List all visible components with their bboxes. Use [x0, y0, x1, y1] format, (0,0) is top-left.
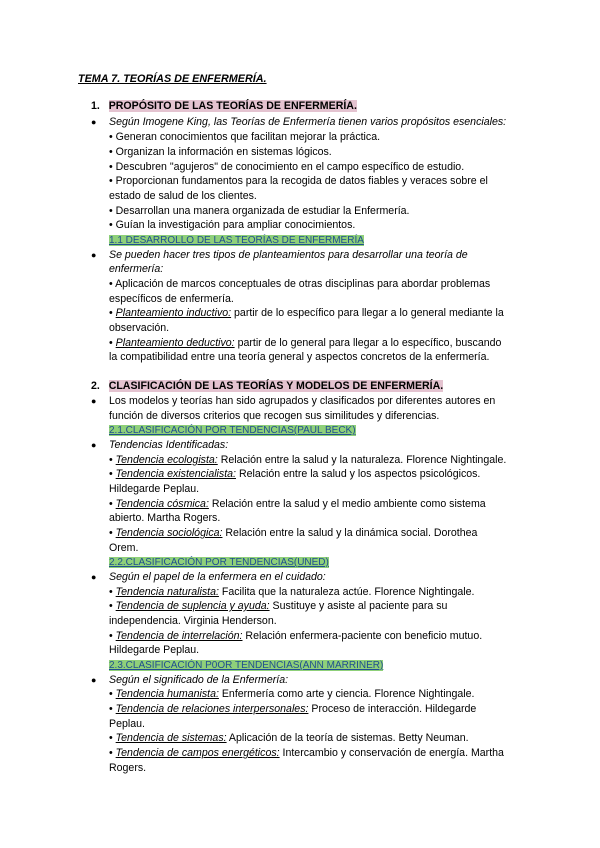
- s2-t2-text: Relación entre la salud y los aspectos psicológicos.: [236, 468, 481, 480]
- s2-subheading-3: [109, 658, 383, 674]
- s2-u3: • Tendencia de interrelación: Relación enfermera-paciente con beneficio mutuo.: [109, 630, 483, 642]
- s2-intro-line2: función de diversos criterios que recogen sus similitudes y diferencias.: [109, 410, 440, 422]
- s1-approach-b-text: partir de lo específico para llegar a lo general mediante la: [231, 307, 504, 319]
- s2-subheading-1: [109, 423, 356, 439]
- s1-approach-c-text: partir de lo general para llegar a lo específico, buscando: [234, 337, 502, 349]
- s2-m2: • Tendencia de relaciones interpersonales: Proceso de interacción. Hildegarde: [109, 703, 477, 715]
- s2-sub1-intro: Tendencias Identificadas:: [109, 439, 229, 451]
- s1-subheading: [109, 233, 364, 249]
- s2-subheading-3-text: 2.3.CLASIFICACIÓN P0OR TENDENCIAS(ANN MARRINER): [109, 660, 384, 671]
- s1-approach-b-term: Planteamiento inductivo:: [115, 307, 232, 319]
- bullet-icon: ●: [91, 396, 97, 406]
- s2-t4: • Tendencia sociológica: Relación entre la salud y la dinámica social. Dorothea: [109, 527, 478, 539]
- s1-intro: Según Imogene King, las Teorías de Enfermería tienen varios propósitos esenciales:: [109, 116, 507, 128]
- s2-m2-line2: Peplau.: [109, 718, 145, 730]
- bullet-icon: ●: [91, 117, 97, 127]
- s2-t1: • Tendencia ecologista: Relación entre la salud y la naturaleza. Florence Nightingale.: [109, 454, 507, 466]
- s2-m2-term: Tendencia de relaciones interpersonales:: [115, 703, 309, 715]
- s1-intro2-line1: Se pueden hacer tres tipos de planteamientos para desarrollar una teoría de: [109, 249, 468, 261]
- s2-u3-term: Tendencia de interrelación:: [115, 630, 243, 642]
- s1-approach-a-line2: específicos de enfermería.: [109, 293, 234, 305]
- s1-approach-a-line1: • Aplicación de marcos conceptuales de otras disciplinas para abordar problemas: [109, 278, 491, 290]
- s2-t3-text: Relación entre la salud y el medio ambiente como sistema: [208, 498, 486, 510]
- s2-subheading-2-text: 2.2.CLASIFICACIÓN POR TENDENCIAS(UNED): [109, 557, 329, 568]
- s2-t4-term: Tendencia sociológica:: [115, 527, 223, 539]
- s2-t1-term: Tendencia ecologista:: [115, 454, 218, 466]
- s2-m4: • Tendencia de campos energéticos: Intercambio y conservación de energía. Martha: [109, 747, 504, 759]
- s2-m4-text: Intercambio y conservación de energía. Martha: [279, 747, 504, 759]
- s1-intro2-line2: enfermería:: [109, 263, 164, 275]
- s1-subheading-text: 1.1 DESARROLLO DE LAS TEORÍAS DE ENFERMERÍA: [109, 235, 364, 246]
- s1-approach-b-line2: observación.: [109, 322, 170, 334]
- bullet-icon: ●: [91, 440, 97, 450]
- s1-item-5: • Desarrollan una manera organizada de estudiar la Enfermería.: [109, 205, 410, 217]
- s2-u2-text: Sustituye y asiste al paciente para su: [269, 600, 448, 612]
- s2-t4-line2: Orem.: [109, 542, 139, 554]
- bullet-icon: ●: [91, 572, 97, 582]
- s2-m4-term: Tendencia de campos energéticos:: [115, 747, 280, 759]
- s2-t3: • Tendencia cósmica: Relación entre la salud y el medio ambiente como sistema: [109, 498, 486, 510]
- section-1-heading: [91, 99, 357, 114]
- bullet-icon: ●: [91, 250, 97, 260]
- s2-t2: • Tendencia existencialista: Relación entre la salud y los aspectos psicológicos.: [109, 468, 481, 480]
- s2-subheading-2: [109, 555, 329, 571]
- s2-t3-term: Tendencia cósmica:: [115, 498, 209, 510]
- s2-intro-line1: Los modelos y teorías han sido agrupados y clasificados por diferentes autores en: [109, 395, 496, 407]
- section-1-title: PROPÓSITO DE LAS TEORÍAS DE ENFERMERÍA.: [108, 100, 357, 112]
- s2-u1: • Tendencia naturalista: Facilita que la naturaleza actúe. Florence Nightingale.: [109, 586, 475, 598]
- section-1-number: 1.: [91, 100, 100, 112]
- bullet-icon: ●: [91, 675, 97, 685]
- s1-approach-c-line2: la compatibilidad entre una teoría general y aspectos concretos de la enfermería.: [109, 351, 490, 363]
- s2-t2-line2: Hildegarde Peplau.: [109, 483, 200, 495]
- s2-u1-text: Facilita que la naturaleza actúe. Florence Nightingale.: [218, 586, 475, 598]
- s2-m4-line2: Rogers.: [109, 762, 147, 774]
- s2-u2-term: Tendencia de suplencia y ayuda:: [115, 600, 270, 612]
- s1-item-4-cont: estado de salud de los clientes.: [109, 190, 257, 202]
- s1-approach-c-term: Planteamiento deductivo:: [115, 337, 235, 349]
- s2-u3-line2: Hildegarde Peplau.: [109, 644, 200, 656]
- s2-sub2-intro: Según el papel de la enfermera en el cuidado:: [109, 571, 326, 583]
- s2-u3-text: Relación enfermera-paciente con beneficio mutuo.: [242, 630, 483, 642]
- s2-m2-text: Proceso de interacción. Hildegarde: [308, 703, 477, 715]
- s2-subheading-1-text: 2.1.CLASIFICACIÓN POR TENDENCIAS(PAUL BECK): [109, 425, 356, 436]
- section-2-number: 2.: [91, 380, 100, 392]
- s2-u2: • Tendencia de suplencia y ayuda: Sustituye y asiste al paciente para su: [109, 600, 448, 612]
- s1-item-6: • Guían la investigación para ampliar conocimientos.: [109, 219, 356, 231]
- s1-item-1: • Generan conocimientos que facilitan mejorar la práctica.: [109, 131, 381, 143]
- s2-u2-line2: independencia. Virginia Henderson.: [109, 615, 277, 627]
- s2-t3-line2: abierto. Martha Rogers.: [109, 512, 221, 524]
- s2-m1: • Tendencia humanista: Enfermería como arte y ciencia. Florence Nightingale.: [109, 688, 475, 700]
- s1-item-2: • Organizan la información en sistemas lógicos.: [109, 146, 332, 158]
- s1-approach-c-line1: • Planteamiento deductivo: partir de lo general para llegar a lo específico, buscando: [109, 337, 502, 349]
- s1-item-4: • Proporcionan fundamentos para la recogida de datos fiables y veraces sobre el: [109, 175, 488, 187]
- s2-m3-text: Aplicación de la teoría de sistemas. Betty Neuman.: [226, 732, 469, 744]
- s2-u1-term: Tendencia naturalista:: [115, 586, 219, 598]
- s2-m1-text: Enfermería como arte y ciencia. Florence Nightingale.: [218, 688, 475, 700]
- s2-sub3-intro: Según el significado de la Enfermería:: [109, 674, 289, 686]
- s1-approach-b-line1: • Planteamiento inductivo: partir de lo específico para llegar a lo general mediante la: [109, 307, 504, 319]
- s2-m3-term: Tendencia de sistemas:: [115, 732, 227, 744]
- s2-t4-text: Relación entre la salud y la dinámica social. Dorothea: [222, 527, 478, 539]
- s2-m1-term: Tendencia humanista:: [115, 688, 219, 700]
- s2-t2-term: Tendencia existencialista:: [115, 468, 236, 480]
- section-2-title: CLASIFICACIÓN DE LAS TEORÍAS Y MODELOS DE ENFERMERÍA.: [108, 380, 444, 392]
- s2-t1-text: Relación entre la salud y la naturaleza. Florence Nightingale.: [217, 454, 507, 466]
- document-title: TEMA 7. TEORÍAS DE ENFERMERÍA.: [78, 73, 267, 85]
- s1-item-3: • Descubren "agujeros" de conocimiento en el campo específico de estudio.: [109, 161, 465, 173]
- section-2-heading: [91, 379, 443, 394]
- s2-m3: • Tendencia de sistemas: Aplicación de la teoría de sistemas. Betty Neuman.: [109, 732, 469, 744]
